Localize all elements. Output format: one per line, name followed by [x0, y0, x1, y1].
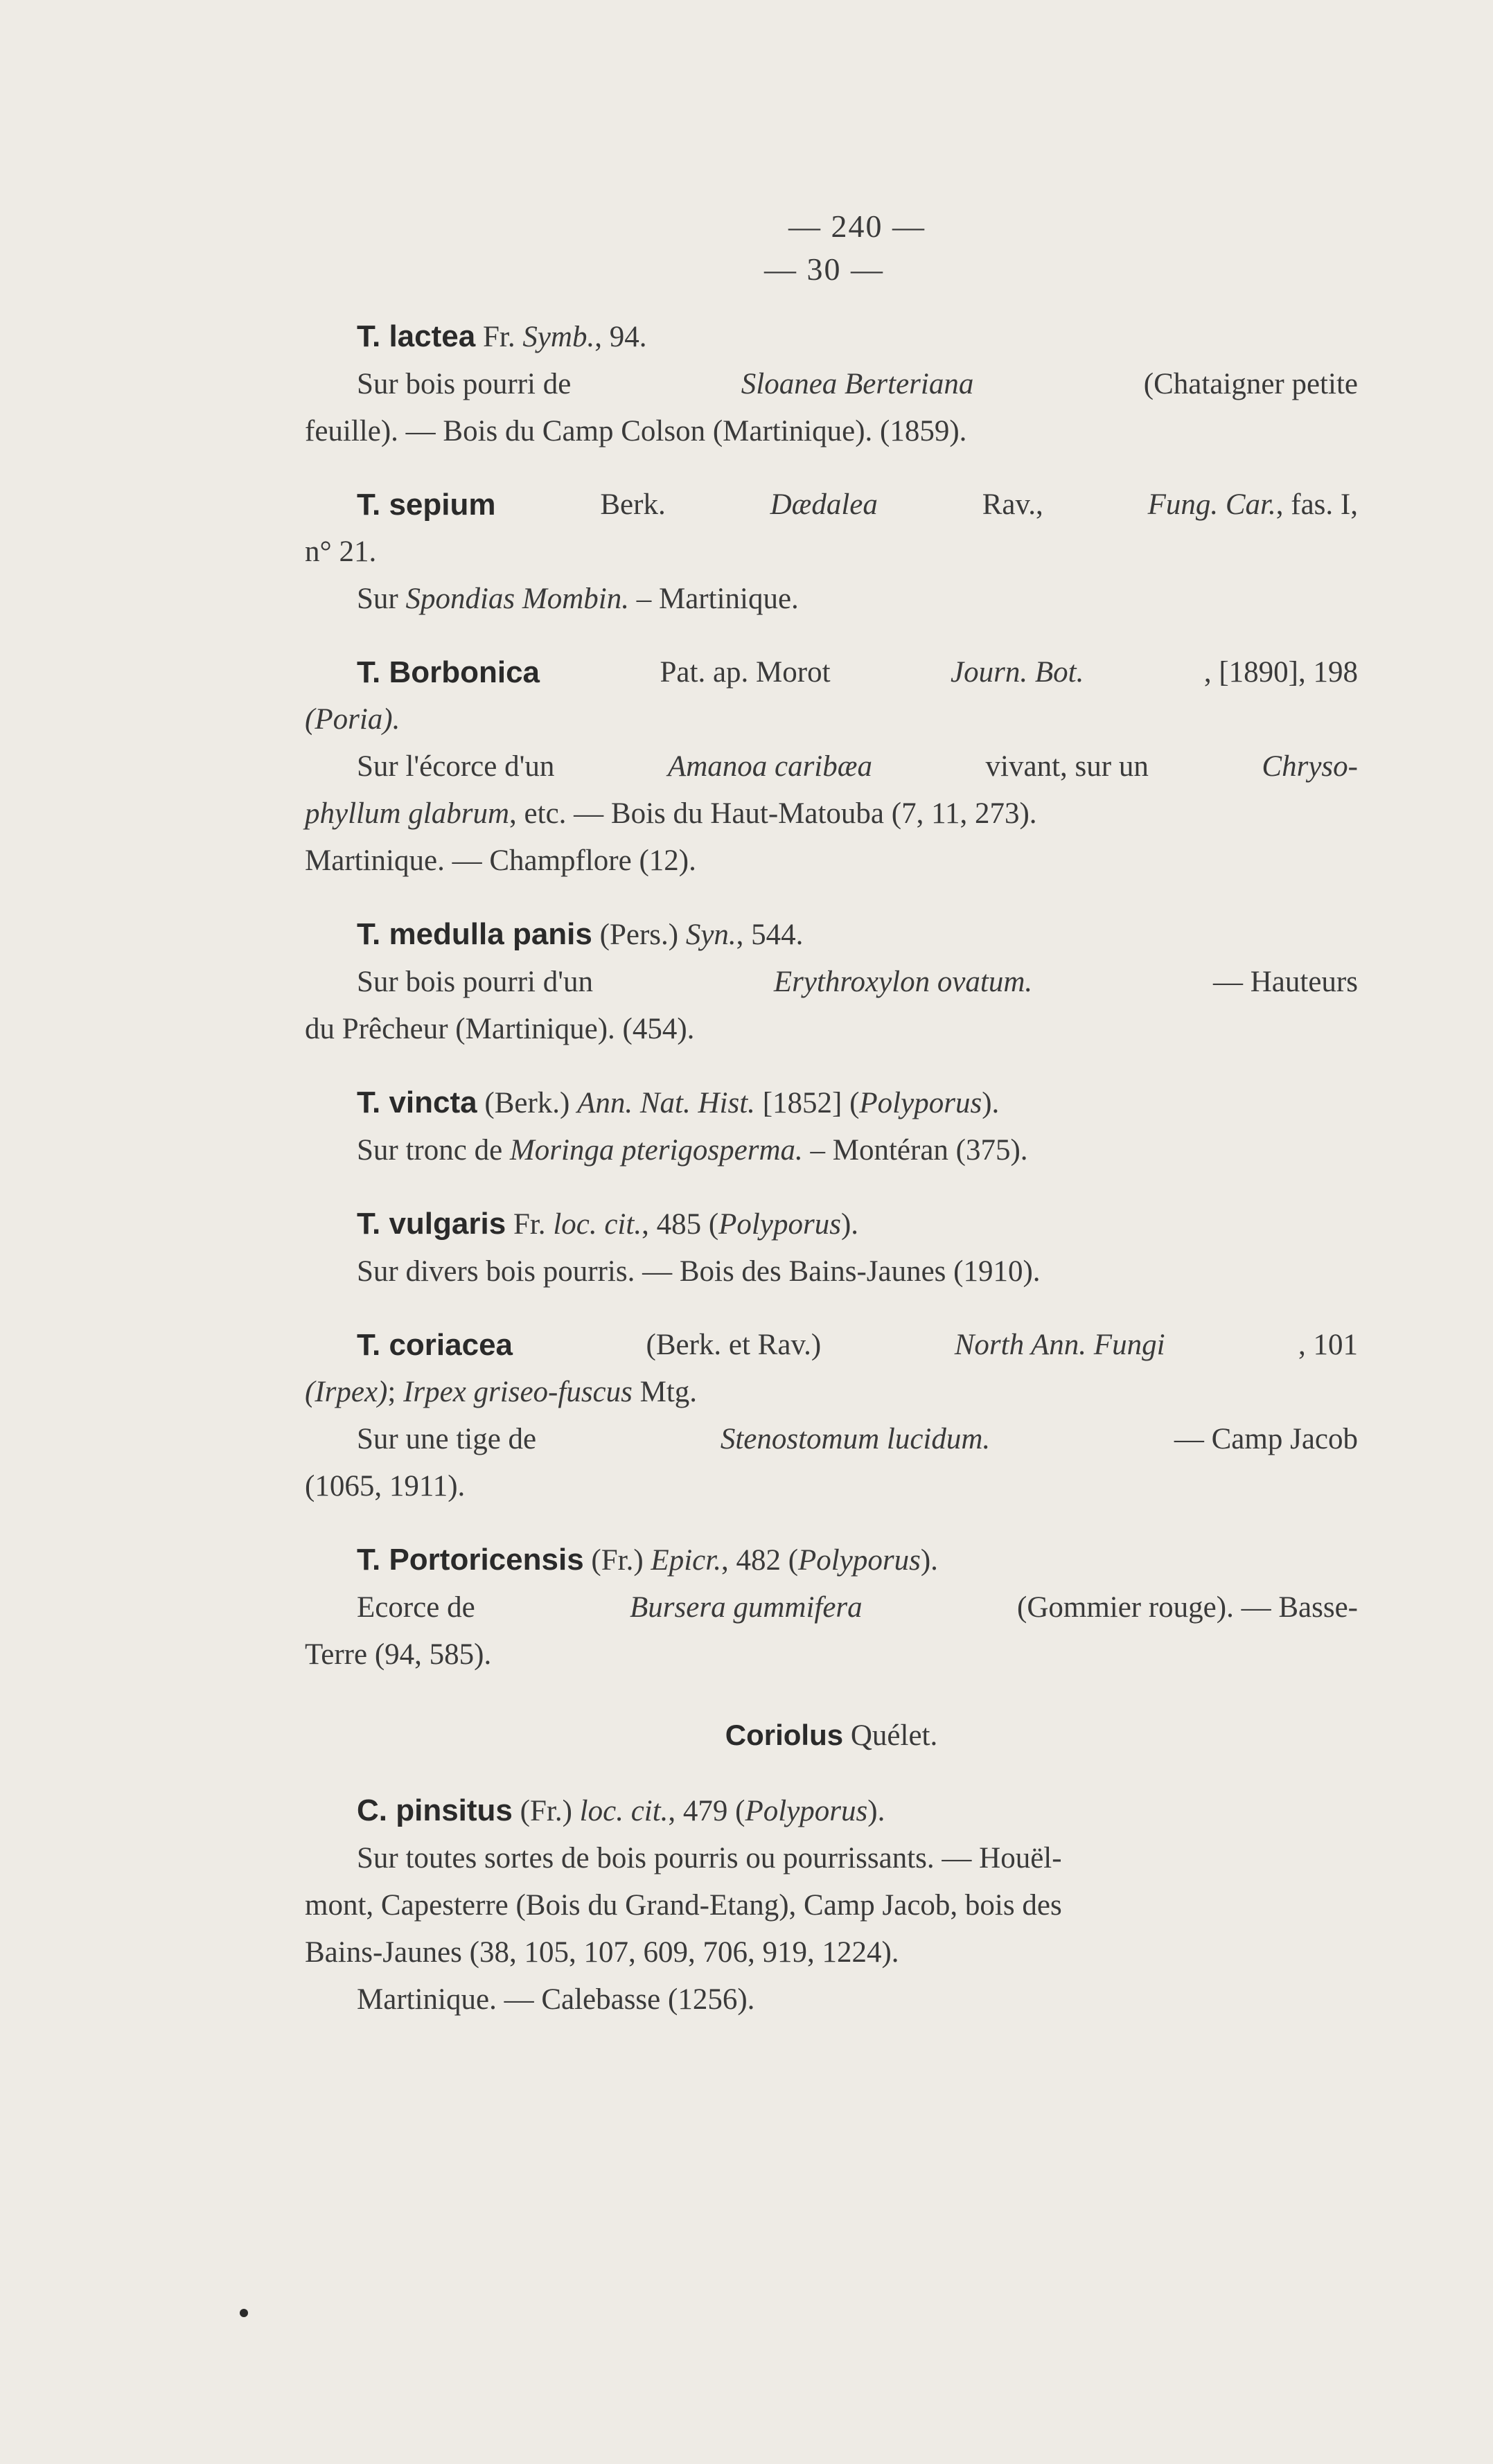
- species-name: T. coriacea: [357, 1328, 513, 1362]
- entry-pinsitus: C. pinsitus (Fr.) loc. cit., 479 (Polyporus). Sur toutes sortes de bois pourris ou pourrissants. — Houël- mont, Capesterre (Bois du Grand-Etang), Camp Jacob, bois des Bains-Jaunes (38, 105, 107, 609, 706, 919, 1224). Martinique. — Calebasse (1256).: [305, 1793, 1062, 2016]
- species-name: T. lactea: [357, 319, 476, 353]
- entry-coriacea: T. coriacea (Berk. et Rav.) North Ann. Fungi , 101 (Irpex); Irpex griseo-fuscus Mtg. Sur une tige de Stenostomum lucidum. — Camp Jacob (1065, 1911).: [305, 1322, 1358, 1510]
- species-name: T. vincta: [357, 1085, 477, 1119]
- species-name: T. vulgaris: [357, 1207, 506, 1241]
- page-number: — 240 —: [788, 209, 926, 244]
- species-name: T. Portoricensis: [357, 1543, 584, 1577]
- text-column: [305, 313, 1358, 2023]
- species-name: T. Borbonica: [357, 655, 540, 689]
- entry-vincta: T. vincta (Berk.) Ann. Nat. Hist. [1852] (Polyporus). Sur tronc de Moringa pterigosperma. – Montéran (375).: [357, 1085, 1028, 1167]
- entry-portoricensis: T. Portoricensis (Fr.) Epicr., 482 (Polyporus). Ecorce de Bursera gummifera (Gommier rouge). — Basse- Terre (94, 585).: [305, 1543, 1358, 1671]
- entry-vulgaris: T. vulgaris Fr. loc. cit., 485 (Polyporus). Sur divers bois pourris. — Bois des Bains-Jaunes (1910).: [357, 1207, 1041, 1288]
- ink-speck: [240, 2309, 248, 2317]
- entry-lactea: T. lactea Fr. Symb., 94. Sur bois pourri de Sloanea Berteriana (Chataigner petite feuille). — Bois du Camp Colson (Martinique). (1859).: [305, 319, 1358, 447]
- entry-medulla-panis: T. medulla panis (Pers.) Syn., 544. Sur bois pourri d'un Erythroxylon ovatum. — Hauteurs du Prêcheur (Martinique). (454).: [305, 917, 1358, 1045]
- species-name: C. pinsitus: [357, 1793, 513, 1827]
- species-name: T. medulla panis: [357, 917, 592, 951]
- page-number-secondary: — 30 —: [764, 251, 884, 287]
- entry-borbonica: T. Borbonica Pat. ap. Morot Journ. Bot. , [1890], 198 (Poria). Sur l'écorce d'un Amanoa caribæa vivant, sur un Chryso- phyllum glabrum, etc. — Bois du Haut-Matouba (7, 11, 273). Martinique. — Champflore (12).: [305, 649, 1358, 885]
- entry-sepium: T. sepium Berk. Dædalea Rav., Fung. Car., fas. I, n° 21. Sur Spondias Mombin. – Martinique.: [305, 481, 1358, 623]
- genus-heading: Coriolus Quélet.: [725, 1719, 938, 1752]
- species-name: T. sepium: [357, 488, 496, 522]
